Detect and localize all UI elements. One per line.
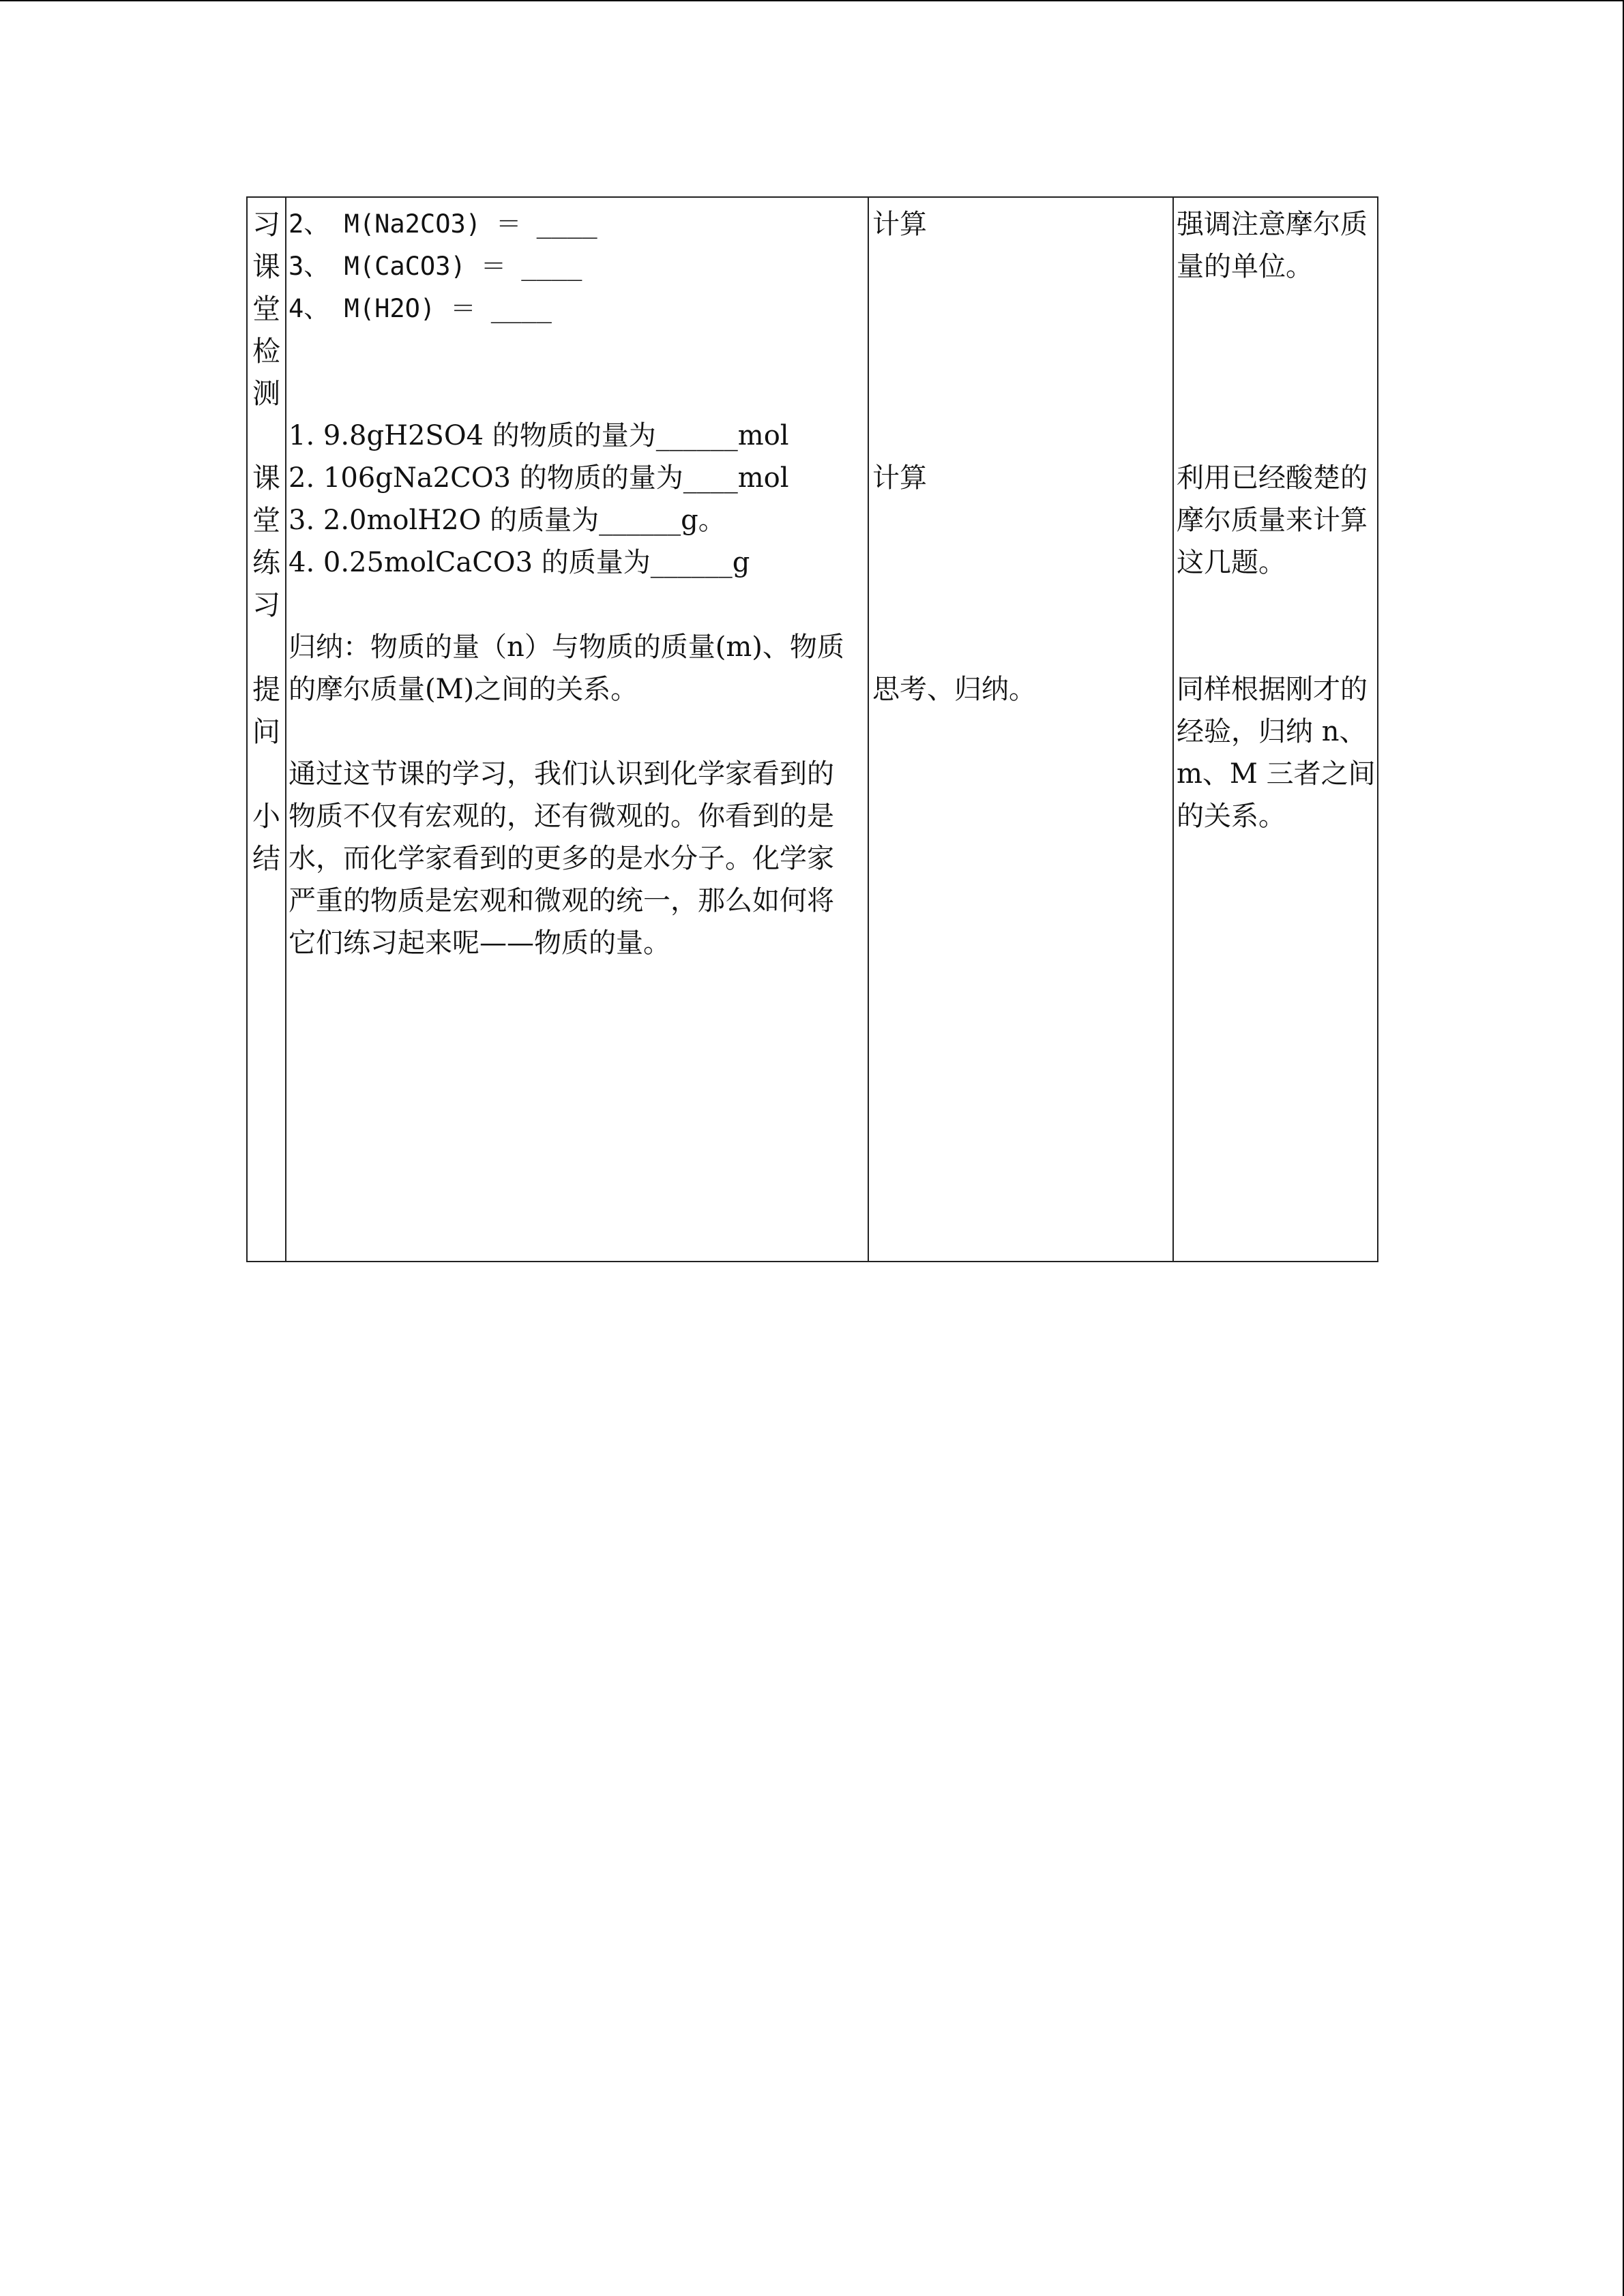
- summary-text: 它们练习起来呢——物质的量。: [289, 927, 670, 959]
- student-activity-lianxi: 计算: [872, 462, 927, 494]
- stage-char: 问: [252, 715, 280, 748]
- summary-text: 物质不仅有宏观的，还有微观的。你看到的是: [289, 801, 834, 832]
- stage-char: 结: [252, 842, 280, 875]
- design-intent-column: [1177, 203, 1377, 837]
- summary-text: 严重的物质是宏观和微观的统一，那么如何将: [289, 885, 834, 916]
- page-border-top: [0, 0, 1624, 1]
- practice-question: 4. 0.25molCaCO3 的质量为______g: [289, 547, 750, 578]
- stage-gap: [248, 626, 285, 668]
- stage-char: 习: [252, 208, 280, 241]
- question-text: 归纳：物质的量（n）与物质的质量(m)、物质: [289, 631, 844, 663]
- column-divider: [285, 198, 286, 1261]
- stage-char: 课: [252, 250, 280, 283]
- stage-char: 检: [252, 335, 280, 368]
- stage-char: 堂: [252, 504, 280, 537]
- design-intent-text: m、M 三者之间: [1177, 758, 1376, 790]
- question-text: 的摩尔质量(M)之间的关系。: [289, 674, 638, 705]
- practice-question: 2. 106gNa2CO3 的物质的量为____mol: [289, 462, 789, 494]
- teaching-content-column: [289, 203, 865, 964]
- molar-mass-question: 3、 M(CaCO3) ＝ ____: [289, 252, 582, 281]
- column-divider: [1172, 198, 1174, 1261]
- stage-char: 提: [252, 673, 280, 706]
- student-activity-tiwen: 思考、归纳。: [872, 674, 1036, 705]
- student-activity-jiance: 计算: [872, 209, 927, 240]
- stage-gap: [248, 415, 285, 457]
- stage-char: 堂: [252, 293, 280, 325]
- summary-text: 水，而化学家看到的更多的是水分子。化学家: [289, 843, 834, 874]
- lesson-plan-table: [246, 196, 1378, 1262]
- molar-mass-question: 4、 M(H2O) ＝ ____: [289, 294, 552, 323]
- student-activity-column: [872, 203, 1170, 711]
- design-intent-text: 强调注意摩尔质: [1177, 209, 1368, 240]
- design-intent-text: 的关系。: [1177, 801, 1286, 832]
- design-intent-text: 经验，归纳 n、: [1177, 716, 1367, 747]
- design-intent-text: 利用已经酸楚的: [1177, 462, 1368, 494]
- design-intent-text: 摩尔质量来计算: [1177, 505, 1368, 536]
- molar-mass-question: 2、 M(Na2CO3) ＝ ____: [289, 209, 597, 239]
- stage-char: 小: [252, 800, 280, 833]
- practice-question: 3. 2.0molH2O 的质量为______g。: [289, 505, 726, 536]
- summary-text: 通过这节课的学习，我们认识到化学家看到的: [289, 758, 834, 790]
- stage-label-column: [248, 203, 285, 880]
- column-divider: [868, 198, 869, 1261]
- stage-char: 课: [252, 462, 280, 494]
- stage-char: 测: [252, 377, 280, 410]
- design-intent-text: 这几题。: [1177, 547, 1286, 578]
- design-intent-text: 同样根据刚才的: [1177, 674, 1368, 705]
- practice-question: 1. 9.8gH2SO4 的物质的量为______mol: [289, 420, 789, 451]
- design-intent-text: 量的单位。: [1177, 251, 1313, 282]
- stage-char: 习: [252, 588, 280, 621]
- stage-char: 练: [252, 546, 280, 579]
- stage-gap: [248, 753, 285, 795]
